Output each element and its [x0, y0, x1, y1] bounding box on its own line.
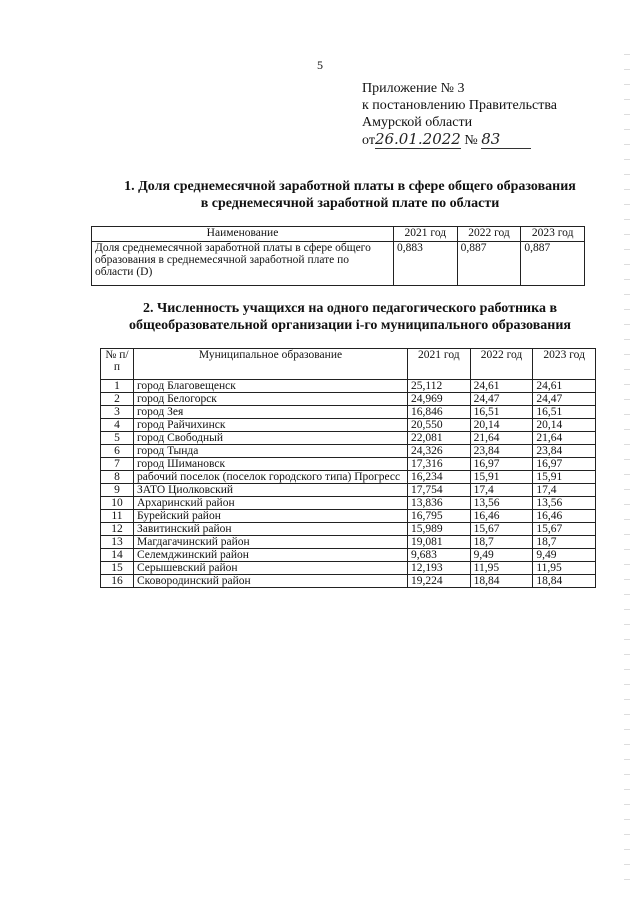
value-2023: 18,84	[533, 575, 596, 588]
value-2023: 24,47	[533, 393, 596, 406]
table-row	[101, 445, 596, 458]
value-2023: 16,46	[533, 510, 596, 523]
value-2021: 16,846	[408, 406, 471, 419]
value-2022: 9,49	[470, 549, 533, 562]
row-number: 15	[101, 562, 134, 575]
municipality-name: город Райчихинск	[134, 419, 408, 432]
value-2021: 12,193	[408, 562, 471, 575]
row-number: 8	[101, 471, 134, 484]
municipality-name: Селемджинский район	[134, 549, 408, 562]
value-2022: 0,887	[457, 242, 521, 286]
handwritten-number: 83	[481, 131, 531, 149]
value-2023: 18,7	[533, 536, 596, 549]
appendix-date-number	[362, 131, 557, 149]
value-2023: 0,887	[521, 242, 585, 286]
table-row	[101, 575, 596, 588]
header-municipality: Муниципальное образование	[134, 349, 408, 380]
table-row	[101, 523, 596, 536]
municipality-name: рабочий поселок (поселок городского типа) Прогресс	[134, 471, 408, 484]
value-2022: 24,61	[470, 380, 533, 393]
appendix-title: Приложение № 3	[362, 81, 465, 96]
municipality-name: Бурейский район	[134, 510, 408, 523]
value-2023: 13,56	[533, 497, 596, 510]
value-2022: 21,64	[470, 432, 533, 445]
row-name: Доля среднемесячной заработной платы в сфере общего образования в среднемесячной заработной плате по области (D)	[92, 242, 394, 286]
municipality-name: город Благовещенск	[134, 380, 408, 393]
table-row	[101, 380, 596, 393]
value-2021: 24,969	[408, 393, 471, 406]
value-2022: 18,84	[470, 575, 533, 588]
value-2022: 16,51	[470, 406, 533, 419]
handwritten-date: 26.01.2022	[374, 130, 461, 148]
page-number: 5	[317, 58, 323, 72]
section2-title-line2: общеобразовательной организации i-го муниципального образования	[129, 318, 571, 333]
value-2022: 17,4	[470, 484, 533, 497]
section2-title-line1: 2. Численность учащихся на одного педагогического работника в	[142, 301, 558, 316]
section1-title-line1: 1. Доля среднемесячной заработной платы в сфере общего образования	[124, 179, 576, 194]
row-number: 12	[101, 523, 134, 536]
table-row	[101, 510, 596, 523]
municipality-name: ЗАТО Циолковский	[134, 484, 408, 497]
row-number: 1	[101, 380, 134, 393]
row-number: 16	[101, 575, 134, 588]
salary-share-table	[91, 226, 585, 286]
header-2022: 2022 год	[470, 349, 533, 380]
value-2023: 15,67	[533, 523, 596, 536]
municipality-name: Серышевский район	[134, 562, 408, 575]
appendix-region: Амурской области	[362, 115, 473, 130]
value-2022: 18,7	[470, 536, 533, 549]
value-2023: 16,97	[533, 458, 596, 471]
header-2023: 2023 год	[533, 349, 596, 380]
row-number: 7	[101, 458, 134, 471]
row-number: 11	[101, 510, 134, 523]
scan-edge-noise	[624, 40, 630, 890]
table-row	[101, 484, 596, 497]
header-num: № п/п	[101, 349, 134, 380]
header-name: Наименование	[92, 227, 394, 242]
row-number: 6	[101, 445, 134, 458]
section1-title	[70, 178, 630, 212]
table-row	[101, 432, 596, 445]
from-prefix: от	[362, 133, 375, 148]
municipality-name: город Свободный	[134, 432, 408, 445]
section2-title	[70, 300, 630, 334]
row-number: 2	[101, 393, 134, 406]
value-2023: 24,61	[533, 380, 596, 393]
value-2022: 20,14	[470, 419, 533, 432]
value-2023: 17,4	[533, 484, 596, 497]
value-2021: 19,224	[408, 575, 471, 588]
value-2022: 24,47	[470, 393, 533, 406]
table-row	[92, 242, 585, 286]
table-body	[101, 380, 596, 588]
value-2023: 20,14	[533, 419, 596, 432]
table-header-row	[101, 349, 596, 380]
row-number: 10	[101, 497, 134, 510]
table-row	[101, 458, 596, 471]
row-number: 4	[101, 419, 134, 432]
value-2022: 16,46	[470, 510, 533, 523]
row-number: 13	[101, 536, 134, 549]
value-2023: 9,49	[533, 549, 596, 562]
row-number: 3	[101, 406, 134, 419]
municipality-name: город Белогорск	[134, 393, 408, 406]
value-2023: 11,95	[533, 562, 596, 575]
header-2022: 2022 год	[457, 227, 521, 242]
value-2023: 16,51	[533, 406, 596, 419]
table-row	[101, 419, 596, 432]
table-row	[101, 497, 596, 510]
header-2021: 2021 год	[394, 227, 458, 242]
table-row	[101, 406, 596, 419]
value-2022: 15,91	[470, 471, 533, 484]
table-row	[101, 536, 596, 549]
municipality-name: Завитинский район	[134, 523, 408, 536]
municipality-name: Архаринский район	[134, 497, 408, 510]
value-2021: 17,316	[408, 458, 471, 471]
value-2021: 22,081	[408, 432, 471, 445]
municipality-name: город Тында	[134, 445, 408, 458]
value-2023: 15,91	[533, 471, 596, 484]
appendix-block	[362, 80, 557, 149]
value-2021: 20,550	[408, 419, 471, 432]
municipality-name: Сковородинский район	[134, 575, 408, 588]
table-row	[101, 471, 596, 484]
value-2022: 11,95	[470, 562, 533, 575]
table-row	[101, 562, 596, 575]
municipality-name: город Зея	[134, 406, 408, 419]
value-2021: 25,112	[408, 380, 471, 393]
value-2023: 21,64	[533, 432, 596, 445]
value-2021: 16,234	[408, 471, 471, 484]
value-2021: 9,683	[408, 549, 471, 562]
section1-title-line2: в среднемесячной заработной плате по области	[200, 196, 500, 211]
value-2022: 15,67	[470, 523, 533, 536]
row-number: 9	[101, 484, 134, 497]
header-2023: 2023 год	[521, 227, 585, 242]
row-number: 14	[101, 549, 134, 562]
value-2022: 16,97	[470, 458, 533, 471]
header-2021: 2021 год	[408, 349, 471, 380]
value-2023: 23,84	[533, 445, 596, 458]
row-number: 5	[101, 432, 134, 445]
value-2022: 13,56	[470, 497, 533, 510]
value-2021: 24,326	[408, 445, 471, 458]
value-2021: 13,836	[408, 497, 471, 510]
value-2021: 19,081	[408, 536, 471, 549]
value-2021: 17,754	[408, 484, 471, 497]
value-2021: 15,989	[408, 523, 471, 536]
students-per-teacher-table	[100, 348, 596, 588]
municipality-name: город Шимановск	[134, 458, 408, 471]
table-header-row	[92, 227, 585, 242]
municipality-name: Магдагачинский район	[134, 536, 408, 549]
value-2021: 0,883	[394, 242, 458, 286]
table-row	[101, 393, 596, 406]
appendix-resolution: к постановлению Правительства	[362, 98, 558, 113]
table-row	[101, 549, 596, 562]
value-2022: 23,84	[470, 445, 533, 458]
value-2021: 16,795	[408, 510, 471, 523]
number-prefix: №	[464, 133, 478, 148]
